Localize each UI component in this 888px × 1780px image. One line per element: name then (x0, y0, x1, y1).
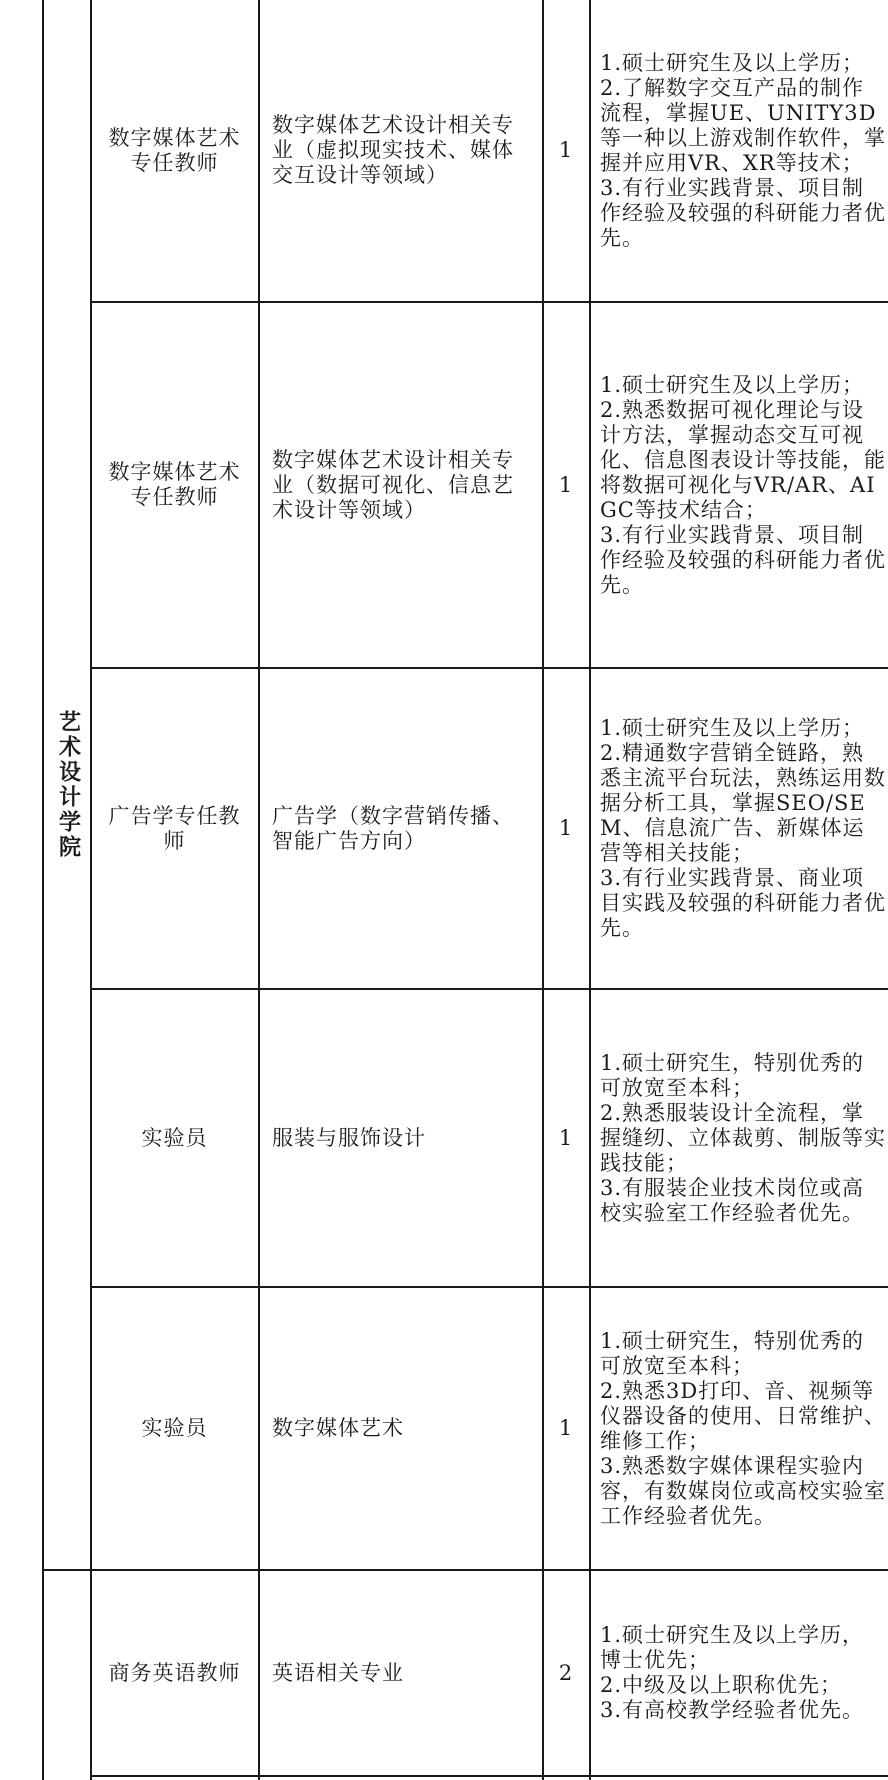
post-name: 广告学专任教师 (108, 803, 241, 853)
table-row-post-cell (92, 0, 257, 301)
headcount: 1 (558, 1416, 574, 1440)
other-requirements: 1.硕士研究生，特别优秀的可放宽至本科； 2.熟悉3D打印、音、视频等仪器设备的使用、日常维护、维修工作； 3.熟悉数字媒体课程实验内容，有数媒岗位或高校实验室工作经验者优先。 (600, 1328, 886, 1528)
table-row-major-cell (260, 0, 542, 301)
table-row-major-cell (260, 1288, 542, 1569)
headcount: 1 (558, 816, 574, 840)
headcount: 1 (558, 472, 574, 497)
table-row-requirements-cell (592, 0, 888, 301)
major-requirement: 数字媒体艺术设计相关专业（数据可视化、信息艺术设计等领域） (272, 447, 514, 522)
post-name: 实验员 (141, 1125, 208, 1150)
table-row-post-cell (92, 1288, 257, 1569)
table-row-post-cell (92, 990, 257, 1286)
table-row-requirements-cell (592, 1571, 888, 1775)
table-row-requirements-cell (592, 1288, 888, 1569)
table-row-post-cell (92, 669, 257, 988)
headcount: 1 (558, 138, 574, 162)
other-requirements: 1.硕士研究生及以上学历； 2.熟悉数据可视化理论与设计方法，掌握动态交互可视化、信息图表设计等技能，能将数据可视化与VR/AR、AIGC等技术结合； 3.有行业实践背景、项目制作经验及较强的科研能力者优先。 (600, 372, 886, 597)
major-requirement: 服装与服饰设计 (272, 1125, 426, 1150)
major-requirement: 数字媒体艺术设计相关专业（虚拟现实技术、媒体交互设计等领域） (272, 113, 514, 187)
post-name: 数字媒体艺术专任教师 (108, 125, 241, 175)
table-row-requirements-cell (592, 669, 888, 988)
other-requirements: 1.硕士研究生及以上学历； 2.精通数字营销全链路，熟悉主流平台玩法，熟练运用数据分析工具，掌握SEO/SEM、信息流广告、新媒体运营等相关技能； 3.有行业实践背景、商业项目实践及较强的科研能力者优先。 (600, 716, 886, 940)
post-name: 商务英语教师 (108, 1660, 241, 1685)
major-requirement: 英语相关专业 (272, 1660, 404, 1685)
table-row-requirements-cell (592, 303, 888, 667)
headcount: 2 (558, 1660, 574, 1685)
row-divider (90, 1775, 888, 1777)
other-requirements: 1.硕士研究生，特别优秀的可放宽至本科； 2.熟悉服装设计全流程，掌握缝纫、立体裁剪、制版等实践技能； 3.有服装企业技术岗位或高校实验室工作经验者优先。 (600, 1050, 886, 1225)
other-requirements: 1.硕士研究生及以上学历，博士优先； 2.中级及以上职称优先； 3.有高校教学经验者优先。 (600, 1623, 865, 1722)
table-row-count-cell (544, 669, 588, 988)
college-cell (44, 0, 92, 1569)
table-row-major-cell (260, 990, 542, 1286)
other-requirements: 1.硕士研究生及以上学历； 2.了解数字交互产品的制作流程，掌握UE、UNITY3D等一种以上游戏制作软件，掌握并应用VR、XR等技术； 3.有行业实践背景、项目制作经验及较强的科研能力者优先。 (600, 50, 886, 250)
table-row-count-cell (544, 303, 588, 667)
major-requirement: 广告学（数字营销传播、智能广告方向） (272, 803, 514, 853)
table-row-major-cell (260, 669, 542, 988)
table-row-requirements-cell (592, 990, 888, 1286)
table-row-post-cell (92, 1571, 257, 1775)
table-row-count-cell (544, 1288, 588, 1569)
college-name: 艺术设计学院 (55, 709, 81, 860)
table-row-count-cell (544, 0, 588, 301)
table-row-count-cell (544, 1571, 588, 1775)
major-requirement: 数字媒体艺术 (272, 1416, 404, 1440)
headcount: 1 (558, 1125, 574, 1150)
table-row-major-cell (260, 303, 542, 667)
table-row-post-cell (92, 303, 257, 667)
post-name: 数字媒体艺术专任教师 (108, 460, 241, 509)
table-row-count-cell (544, 990, 588, 1286)
table-row-major-cell (260, 1571, 542, 1775)
table-divider-count (589, 0, 591, 1780)
post-name: 实验员 (141, 1416, 208, 1440)
